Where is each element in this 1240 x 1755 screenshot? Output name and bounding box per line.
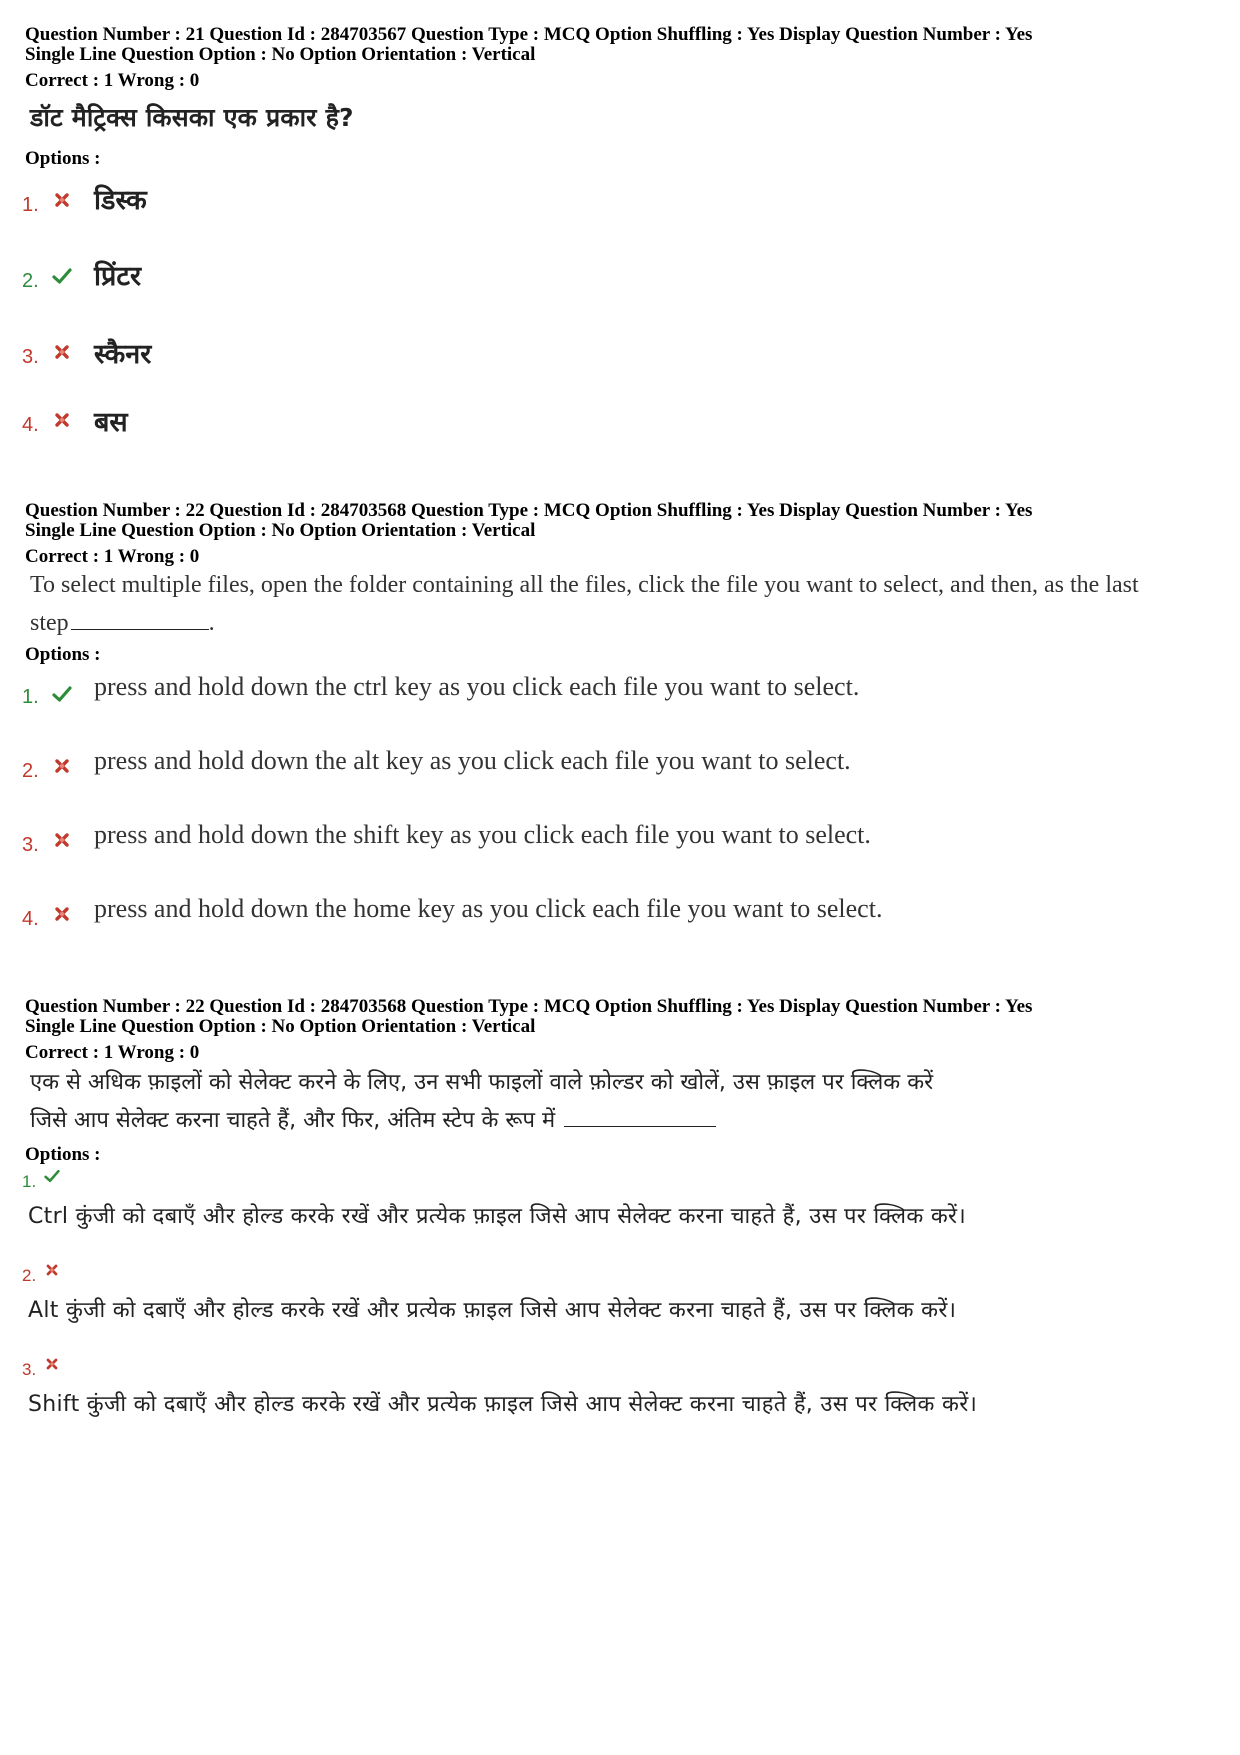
- question-meta-line2: Single Line Question Option : No Option Orientation : Vertical: [25, 520, 536, 541]
- question-marking: Correct : 1 Wrong : 0: [25, 70, 200, 91]
- option-item: [22, 820, 1222, 860]
- option-item: [22, 402, 1222, 442]
- option-text: press and hold down the shift key as you click each file you want to select.: [94, 820, 871, 849]
- option-text: स्कैनर: [94, 339, 152, 370]
- option-text: Shift कुंजी को दबाएँ और होल्ड करके रखें और प्रत्येक फ़ाइल जिसे आप सेलेक्ट करना चाहते हैं, उस पर क्लिक करें।: [28, 1392, 978, 1417]
- option-number: 4.: [22, 908, 39, 930]
- question-text-fragment: .: [208, 610, 215, 636]
- cross-icon: [52, 190, 72, 210]
- question-text-line: [30, 1102, 1210, 1140]
- option-text: press and hold down the ctrl key as you click each file you want to select.: [94, 672, 860, 701]
- option-item: [22, 256, 1222, 296]
- question-marking: Correct : 1 Wrong : 0: [25, 1042, 200, 1063]
- question-text: [30, 1064, 1210, 1140]
- option-item: [22, 672, 1222, 712]
- cross-icon: [52, 756, 72, 776]
- answer-blank: [71, 628, 209, 630]
- question-text-fragment: step: [30, 610, 69, 636]
- option-item: [22, 334, 1222, 374]
- question-text: [30, 566, 1210, 642]
- question-text: डॉट मैट्रिक्स किसका एक प्रकार है?: [30, 103, 354, 132]
- question-text-line: To select multiple files, open the folder containing all the files, click the file you want to select, and then, as the last: [30, 572, 1139, 598]
- option-number: 3.: [22, 834, 39, 856]
- question-meta-line1: Question Number : 22 Question Id : 284703568 Question Type : MCQ Option Shuffling : Yes Display Question Number : Yes: [25, 996, 1033, 1017]
- option-number: 3.: [22, 1360, 37, 1379]
- option-text: बस: [94, 407, 128, 438]
- question-marking: Correct : 1 Wrong : 0: [25, 546, 200, 567]
- options-label: Options :: [25, 644, 101, 665]
- option-item: [22, 180, 1222, 220]
- option-text: press and hold down the home key as you click each file you want to select.: [94, 894, 883, 923]
- options-label: Options :: [25, 1144, 101, 1165]
- option-number: 2.: [22, 1266, 37, 1285]
- option-number: 3.: [22, 346, 39, 368]
- question-text-line: एक से अधिक फ़ाइलों को सेलेक्ट करने के लिए, उन सभी फाइलों वाले फ़ोल्डर को खोलें, उस फ़ाइल पर क्लिक करें: [30, 1070, 934, 1095]
- cross-icon: [52, 410, 72, 430]
- question-meta-line1: Question Number : 22 Question Id : 284703568 Question Type : MCQ Option Shuffling : Yes Display Question Number : Yes: [25, 500, 1033, 521]
- option-text: Alt कुंजी को दबाएँ और होल्ड करके रखें और प्रत्येक फ़ाइल जिसे आप सेलेक्ट करना चाहते हैं, उस पर क्लिक करें।: [28, 1298, 957, 1323]
- check-icon: [44, 1168, 60, 1184]
- option-text: press and hold down the alt key as you click each file you want to select.: [94, 746, 851, 775]
- option-text: डिस्क: [94, 185, 147, 216]
- question-meta-line2: Single Line Question Option : No Option Orientation : Vertical: [25, 44, 536, 65]
- option-item: [22, 746, 1222, 786]
- option-number: 2.: [22, 760, 39, 782]
- check-icon: [52, 684, 72, 704]
- option-number: 1.: [22, 194, 39, 216]
- option-text: प्रिंटर: [94, 261, 142, 292]
- options-label: Options :: [25, 148, 101, 169]
- question-text-fragment: जिसे आप सेलेक्ट करना चाहते हैं, और फिर, अंतिम स्टेप के रूप में: [30, 1108, 556, 1133]
- check-icon: [52, 266, 72, 286]
- cross-icon: [52, 904, 72, 924]
- option-number: 2.: [22, 270, 39, 292]
- option-number: 1.: [22, 686, 39, 708]
- option-number: 4.: [22, 414, 39, 436]
- answer-blank: [564, 1125, 716, 1127]
- option-text: Ctrl कुंजी को दबाएँ और होल्ड करके रखें और प्रत्येक फ़ाइल जिसे आप सेलेक्ट करना चाहते हैं, उस पर क्लिक करें।: [28, 1204, 966, 1229]
- cross-icon: [44, 1356, 60, 1372]
- option-item: [22, 894, 1222, 934]
- question-meta-line1: Question Number : 21 Question Id : 284703567 Question Type : MCQ Option Shuffling : Yes Display Question Number : Yes: [25, 24, 1033, 45]
- question-text-line: [30, 604, 1210, 642]
- cross-icon: [52, 830, 72, 850]
- cross-icon: [52, 342, 72, 362]
- option-number: 1.: [22, 1172, 37, 1191]
- cross-icon: [44, 1262, 60, 1278]
- question-meta-line2: Single Line Question Option : No Option Orientation : Vertical: [25, 1016, 536, 1037]
